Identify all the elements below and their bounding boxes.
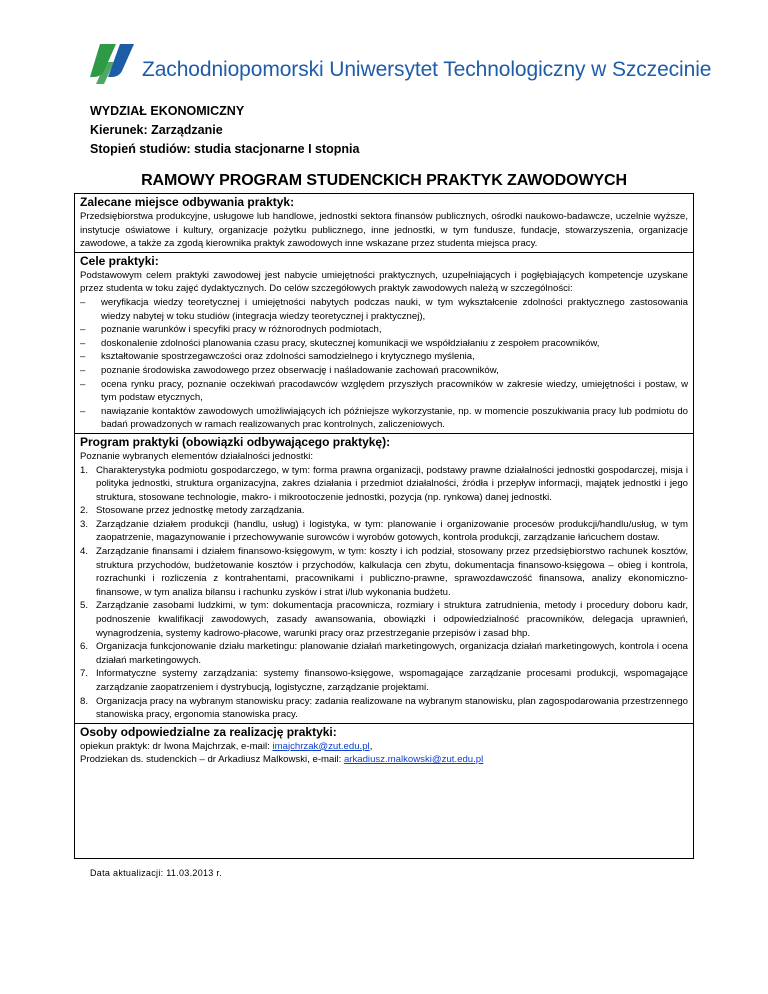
program-item-number: 7. bbox=[80, 668, 89, 680]
goal-item: – ocena rynku pracy, poznanie oczekiwań pracodawców względem przyszłych pracowników w zakresie wiedzy, umiejętności i postaw, w tym podstaw etycznych, bbox=[80, 378, 688, 405]
supervisor-email-link[interactable]: imajchrzak@zut.edu.pl bbox=[272, 740, 370, 752]
program-intro: Poznanie wybranych elementów działalności jednostki: bbox=[80, 450, 314, 462]
page-title: RAMOWY PROGRAM STUDENCKICH PRAKTYK ZAWODOWYCH bbox=[141, 172, 627, 189]
goal-item: – poznanie warunków i specyfiki pracy w różnorodnych podmiotach, bbox=[80, 323, 688, 337]
program-item-number: 5. bbox=[80, 600, 89, 612]
goal-item: – doskonalenie zdolności planowania czasu pracy, skutecznej komunikacji we współdziałaniu z zespołem pracowników, bbox=[80, 337, 688, 351]
goal-item: – weryfikacja wiedzy teoretycznej i umiejętności nabytych podczas nauki, w tym wykształcenie zdolności praktycznego zastosowania wiedzy nabytej w toku studiów (integracja wiedzy teoretycznej i praktycznej), bbox=[80, 296, 688, 323]
program-item-text: Organizacja pracy na wybranym stanowisku pracy: zadania realizowane na wybranym stanowisku, plan zagospodarowania przestrzennego stanowiska pracy, ergonomia stanowiska pracy. bbox=[96, 695, 688, 721]
supervisor-suffix: , bbox=[369, 740, 373, 752]
goal-item: – kształtowanie spostrzegawczości oraz zdolności samodzielnego i krytycznego myślenia, bbox=[80, 350, 688, 364]
goals-intro: Podstawowym celem praktyki zawodowej jest nabycie umiejętności praktycznych, uzupełniających i pogłębiających kompetencje uzyskane przez studenta w toku zajęć dydaktycznych. Do celów szczegółowych praktyk zawodowych należą w szczególności: bbox=[80, 269, 688, 295]
study-direction: Kierunek: Zarządzanie bbox=[90, 123, 223, 137]
goals-heading: Cele praktyki: bbox=[80, 253, 159, 268]
dean-line bbox=[80, 753, 688, 767]
goal-item: – nawiązanie kontaktów zawodowych umożliwiających ich późniejsze wykorzystanie, np. w momencie poszukiwania pracy lub podmiotu do badań prowadzonych w ramach realizowanych prac kontrolnych, zaliczeniowych. bbox=[80, 405, 688, 432]
program-item-text: Stosowane przez jednostkę metody zarządzania. bbox=[96, 505, 305, 517]
program-item-number: 3. bbox=[80, 518, 89, 530]
program-item bbox=[80, 599, 688, 640]
dean-label: Prodziekan ds. studenckich – dr Arkadiusz Malkowski, e-mail: bbox=[80, 754, 344, 766]
program-item-number: 8. bbox=[80, 695, 89, 707]
goals-section bbox=[75, 253, 693, 434]
document-header bbox=[90, 102, 359, 159]
program-item-text: Informatyczne systemy zarządzania: systemy finansowo-księgowe, wspomagające zarządzanie procesami produkcji, wspomagające zarządzanie zaopatrzeniem i dystrybucją, logistyczne, zarządzanie projektami. bbox=[96, 668, 688, 693]
program-item bbox=[80, 518, 688, 545]
zut-logo-icon bbox=[90, 44, 134, 86]
program-item bbox=[80, 640, 688, 667]
places-text: Przedsiębiorstwa produkcyjne, usługowe lub handlowe, jednostki sektora finansów publicznych, ośrodki naukowo-badawcze, uczelnie wyższe, instytucje oświatowe i kultury, organizacje pożytku publicznego, inne jednostki, w tym fundusze, fundacje, stowarzyszenia, organizacje zawodowe, a także za zgodą kierownika praktyk zawodowych inne wskazane przez studenta miejsca pracy. bbox=[80, 211, 688, 250]
university-name: Zachodniopomorski Uniwersytet Technologiczny w Szczecinie bbox=[142, 58, 712, 81]
persons-section bbox=[75, 724, 693, 768]
program-heading: Program praktyki (obowiązki odbywającego praktykę): bbox=[80, 434, 391, 449]
persons-heading: Osoby odpowiedzialne za realizację praktyki: bbox=[80, 724, 337, 739]
study-level: Stopień studiów: studia stacjonarne I stopnia bbox=[90, 142, 360, 156]
places-section bbox=[75, 194, 693, 253]
program-item-text: Organizacja funkcjonowanie działu marketingu: planowanie działań marketingowych, organizacja działań marketingowych, kontrola i ocena działań marketingowych. bbox=[96, 641, 688, 666]
faculty-name: WYDZIAŁ EKONOMICZNY bbox=[90, 104, 245, 118]
goals-list bbox=[80, 296, 688, 432]
supervisor-line bbox=[80, 740, 688, 754]
supervisor-label: opiekun praktyk: dr Iwona Majchrzak, e-mail: bbox=[80, 740, 273, 752]
program-item bbox=[80, 695, 688, 722]
dean-email-link[interactable]: arkadiusz.malkowski@zut.edu.pl bbox=[343, 754, 484, 766]
program-item-number: 6. bbox=[80, 641, 89, 653]
program-item-number: 1. bbox=[80, 464, 89, 476]
program-item-text: Zarządzanie zasobami ludzkimi, w tym: dokumentacja pracownicza, rozmiary i struktura zatrudnienia, metody i procedury doboru kadr, podnoszenie kwalifikacji zawodowych, zasady awansowania, obowiązki i odpowiedzialność pracowników, delegacja uprawnień, wynagrodzenia, systemy kadrowo-płacowe, warunki pracy oraz przestrzeganie przepisów i zasad bhp. bbox=[96, 600, 688, 639]
places-heading: Zalecane miejsce odbywania praktyk: bbox=[80, 195, 295, 209]
program-item-text: Zarządzanie działem produkcji (handlu, usług) i logistyka, w tym: planowanie i organizowanie procesów produkcji/handlu/usług, w tym zaopatrzenie, magazynowanie i przechowywanie surowców i wyrobów gotowych, kontrola produkcji, zarządzanie łańcuchem dostaw. bbox=[96, 518, 688, 544]
program-item-number: 2. bbox=[80, 505, 89, 517]
program-section bbox=[75, 434, 693, 724]
program-table bbox=[74, 193, 694, 859]
program-item bbox=[80, 464, 688, 505]
program-item bbox=[80, 504, 688, 518]
program-list bbox=[80, 464, 688, 722]
program-item bbox=[80, 545, 688, 599]
program-item-text: Charakterystyka podmiotu gospodarczego, w tym: forma prawna organizacji, podstawy prawne działalności jednostki gospodarczej, misja i polityka jednostki, struktura organizacyjna, zakres działania i przedmiot działalności, źródła i przepływ informacji, majątek jednostki i jego struktura, stosowane technologie, makro- i mikrootoczenie jednostki, pozycja (np. rynkowa) danej jednostki. bbox=[96, 464, 688, 503]
program-item bbox=[80, 667, 688, 694]
goal-item: – poznanie środowiska zawodowego przez obserwację i naśladowanie zachowań pracowników, bbox=[80, 364, 688, 378]
program-item-text: Zarządzanie finansami i działem finansowo-księgowym, w tym: koszty i ich podział, stosowany przez przedsiębiorstwo rachunek kosztów, struktura przychodów, budżetowanie kosztów i przychodów, kalkulacja cen zbytu, dokumentacja finansowo-księgowa – obieg i kontrola, rozrachunki i rozliczenia z kontrahentami, pracownikami i publiczno-prawne, sprawozdawczość finansowa, analizy ekonomiczno-finansowe, w tym analiza bilansu i rachunku zysków i strat i/lub wykonania budżetu. bbox=[96, 546, 688, 598]
update-date: Data aktualizacji: 11.03.2013 r. bbox=[90, 868, 223, 878]
program-item-number: 4. bbox=[80, 546, 89, 558]
